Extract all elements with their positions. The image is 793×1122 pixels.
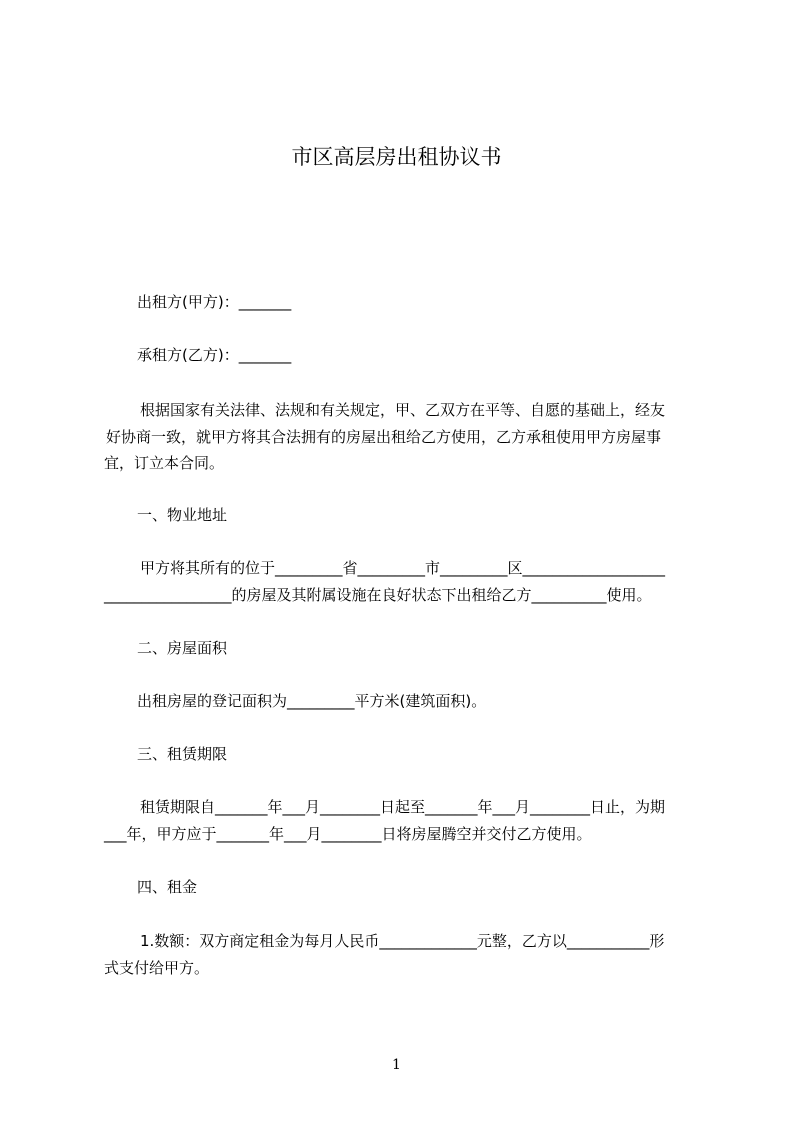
section-heading-area: 二、房屋面积: [137, 639, 228, 657]
address-line-2: _________________的房屋及其附属设施在良好状态下出租给乙方__________使用。: [104, 586, 652, 604]
section-heading-term: 三、租赁期限: [137, 745, 228, 763]
section-heading-rent: 四、租金: [137, 878, 198, 896]
area-line: 出租房屋的登记面积为_________平方米(建筑面积)。: [137, 692, 487, 710]
term-line-1: 租赁期限自_______年___月________日起至_______年___月________日止，为期: [140, 798, 666, 816]
preamble-line-2: 好协商一致，就甲方将其合法拥有的房屋出租给乙方使用，乙方承租使用甲方房屋事: [106, 428, 662, 446]
lessor-line: 出租方(甲方)：_______: [137, 293, 292, 311]
preamble-line-1: 根据国家有关法律、法规和有关规定，甲、乙双方在平等、自愿的基础上，经友: [140, 401, 666, 419]
lessee-line: 承租方(乙方)：_______: [137, 346, 292, 364]
term-line-2: ___年，甲方应于_______年___月________日将房屋腾空并交付乙方使用。: [104, 825, 592, 843]
rent-line-1: 1.数额：双方商定租金为每月人民币_____________元整，乙方以___________形: [140, 932, 665, 950]
page-number: 1: [392, 1057, 401, 1073]
preamble-line-3: 宜，订立本合同。: [104, 454, 225, 472]
section-heading-address: 一、物业地址: [137, 506, 228, 524]
address-line-1: 甲方将其所有的位于_________省_________市_________区___________________: [140, 559, 666, 577]
rent-line-2: 式支付给甲方。: [104, 959, 210, 977]
document-title: 市区高层房出租协议书: [291, 145, 502, 169]
